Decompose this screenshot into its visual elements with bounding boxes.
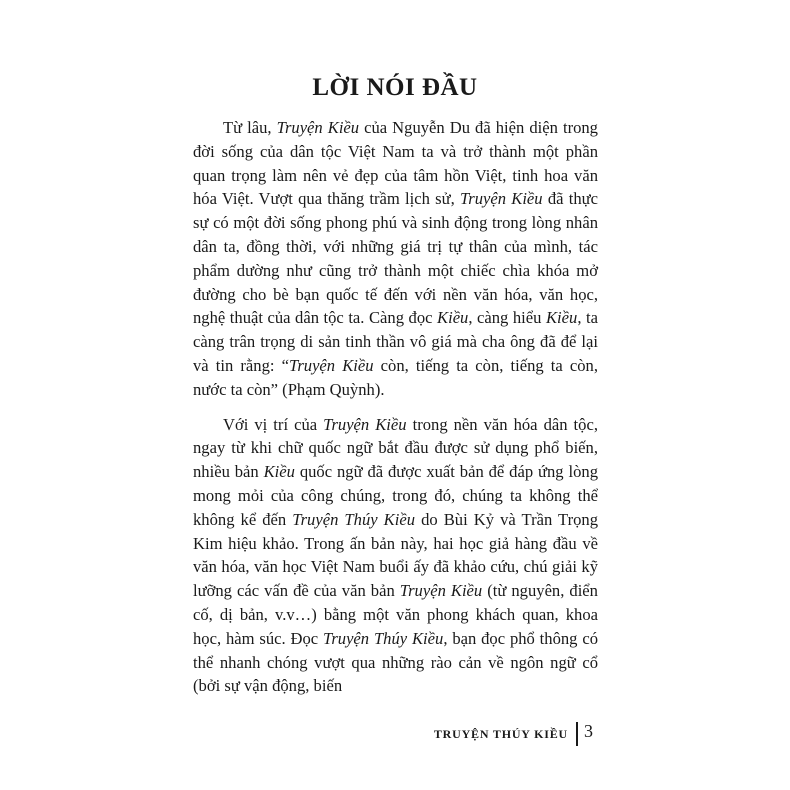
paragraph: [193, 116, 598, 402]
footer-divider: [576, 722, 578, 746]
title-reference: Kiều: [263, 462, 295, 482]
running-title: TRUYỆN THÚY KIỀU: [433, 727, 568, 741]
text-run: của Nguyễn Du đã hiện diện trong đời sống của dân tộc Việt Nam ta và trở thành một phần quan trọng làm nên vẻ đẹp của tâm hồn Việt, tinh hoa văn hóa Việt. Vượt qua thăng trầm lịch sử,: [193, 118, 598, 209]
title-reference: Truyện Kiều: [289, 355, 374, 375]
title-reference: Truyện Thúy Kiều: [292, 509, 416, 529]
page-footer: [0, 720, 790, 748]
body-text: [193, 116, 598, 709]
page-number: 3: [584, 721, 593, 741]
text-run: trong nền văn hóa dân tộc, ngay từ khi chữ quốc ngữ bắt đầu được sử dụng phổ biến, nhiều bản: [193, 414, 598, 482]
text-run: (từ nguyên, điển cố, dị bản, v.v…) bằng một văn phong khách quan, khoa học, hàm súc. Đọc: [193, 581, 598, 648]
title-reference: Truyện Thúy Kiều: [323, 628, 444, 648]
text-run: do Bùi Kỷ và Trần Trọng Kim hiệu khảo. Trong ấn bản này, hai học giả hàng đầu về văn hóa, văn học Việt Nam buổi ấy đã khảo cứu, chú giải kỹ lưỡng các vấn đề của văn bản: [193, 509, 598, 601]
text-run: , bạn đọc phổ thông có thể nhanh chóng vượt qua những rào cản về ngôn ngữ cổ (bởi sự vận động, biến: [193, 628, 598, 696]
text-run: , càng hiểu: [468, 308, 546, 328]
page-title: LỜI NÓI ĐẦU: [312, 74, 478, 101]
text-run: đã thực sự có một đời sống phong phú và sinh động trong lòng nhân dân ta, đồng thời, với những giá trị tự thân của mình, tác phẩm dường như cũng trở thành một chiếc chìa khóa mở đường cho bè bạn quốc tế đến với nền văn hóa, văn học, nghệ thuật của dân tộc ta. Càng đọc: [193, 189, 598, 328]
title-reference: Truyện Kiều: [276, 118, 360, 137]
text-run: quốc ngữ đã được xuất bản để đáp ứng lòng mong mỏi của công chúng, trong đó, chúng ta không thể không kể đến: [193, 462, 598, 529]
title-reference: Kiều: [545, 308, 578, 328]
title-reference: Truyện Kiều: [459, 189, 543, 209]
text-run: Với vị trí của: [223, 414, 324, 434]
text-run: Từ lâu,: [223, 118, 277, 137]
text-run: còn, tiếng ta còn, tiếng ta còn, nước ta còn” (Phạm Quỳnh).: [193, 355, 599, 399]
paragraph: [193, 413, 598, 699]
title-reference: Truyện Kiều: [399, 581, 483, 601]
title-reference: Truyện Kiều: [323, 414, 407, 434]
text-run: , ta càng trân trọng di sản tinh thần vô giá mà cha ông đã để lại và tin rằng: “: [193, 308, 598, 375]
title-reference: Kiều: [437, 308, 469, 328]
